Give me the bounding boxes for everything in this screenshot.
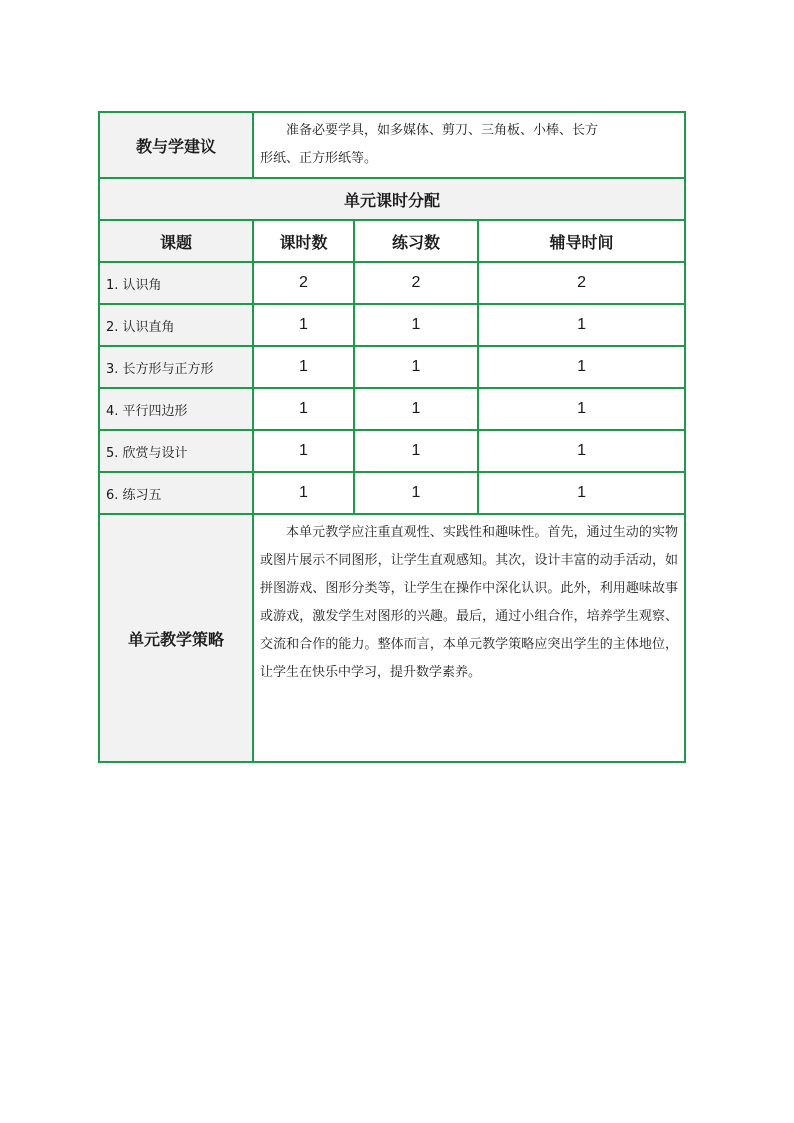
row-exercises: 1 [354, 472, 478, 514]
row-tutoring-time: 1 [478, 304, 685, 346]
row-exercises: 1 [354, 388, 478, 430]
row-topic: 1. 认识角 [99, 262, 253, 304]
table-row [99, 304, 685, 346]
row-exercises: 1 [354, 346, 478, 388]
row-topic: 4. 平行四边形 [99, 388, 253, 430]
table-row [99, 430, 685, 472]
row-topic: 5. 欣赏与设计 [99, 430, 253, 472]
row-exercises: 2 [354, 262, 478, 304]
row-tutoring-time: 2 [478, 262, 685, 304]
row-topic: 6. 练习五 [99, 472, 253, 514]
row-exercises: 1 [354, 430, 478, 472]
row-tutoring-time: 1 [478, 346, 685, 388]
teaching-suggestions-line2: 形纸、正方形纸等。 [260, 151, 378, 166]
unit-allocation-title: 单元课时分配 [99, 178, 685, 220]
row-tutoring-time: 1 [478, 472, 685, 514]
row-topic: 3. 长方形与正方形 [99, 346, 253, 388]
row-tutoring-time: 1 [478, 388, 685, 430]
row-class-hours: 1 [253, 472, 354, 514]
table-row [99, 472, 685, 514]
table-row [99, 388, 685, 430]
unit-allocation-title-row [99, 178, 685, 220]
strategy-row [99, 514, 685, 762]
lesson-plan-table [98, 111, 686, 763]
column-header-row [99, 220, 685, 262]
row-class-hours: 1 [253, 346, 354, 388]
teaching-suggestions-line1: 准备必要学具，如多媒体、剪刀、三角板、小棒、长方 [286, 123, 599, 138]
row-class-hours: 1 [253, 388, 354, 430]
row-tutoring-time: 1 [478, 430, 685, 472]
header-class-hours: 课时数 [253, 220, 354, 262]
row-class-hours: 2 [253, 262, 354, 304]
header-tutoring-time: 辅导时间 [478, 220, 685, 262]
row-class-hours: 1 [253, 430, 354, 472]
row-class-hours: 1 [253, 304, 354, 346]
header-topic: 课题 [99, 220, 253, 262]
strategy-text: 本单元教学应注重直观性、实践性和趣味性。首先，通过生动的实物或图片展示不同图形，让学生直观感知。其次，设计丰富的动手活动，如拼图游戏、图形分类等，让学生在操作中深化认识。此外，利用趣味故事或游戏，激发学生对图形的兴趣。最后，通过小组合作，培养学生观察、交流和合作的能力。整体而言，本单元教学策略应突出学生的主体地位，让学生在快乐中学习，提升数学素养。 [253, 514, 685, 762]
table-row [99, 262, 685, 304]
teaching-suggestions-row [99, 112, 685, 178]
table-row [99, 346, 685, 388]
teaching-suggestions-label: 教与学建议 [99, 112, 253, 178]
strategy-label: 单元教学策略 [99, 514, 253, 762]
header-exercises: 练习数 [354, 220, 478, 262]
teaching-suggestions-text [253, 112, 685, 178]
row-exercises: 1 [354, 304, 478, 346]
row-topic: 2. 认识直角 [99, 304, 253, 346]
